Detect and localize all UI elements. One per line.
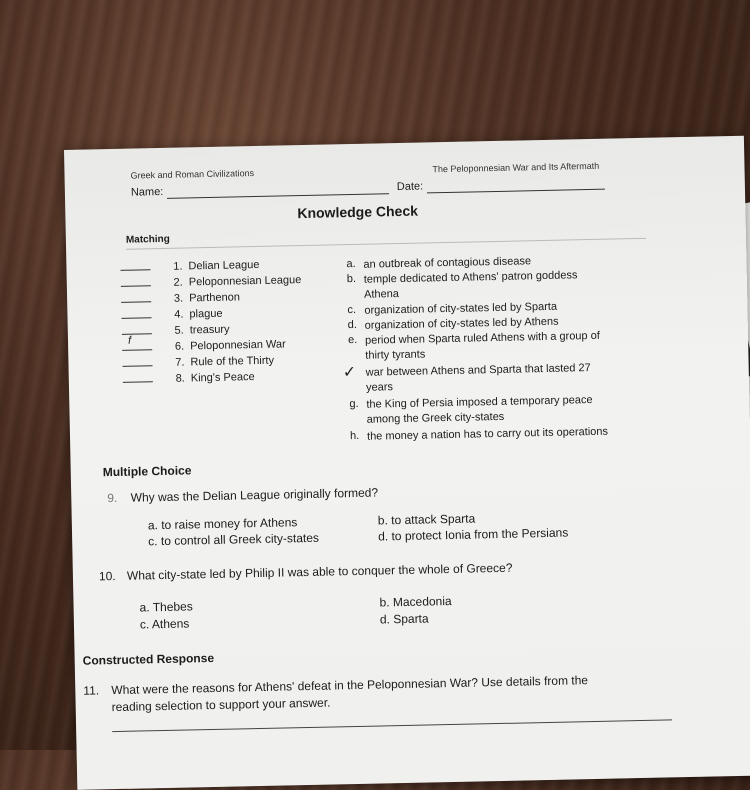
date-label: Date: <box>396 180 424 194</box>
definition-e: e. period when Sparta ruled Athens with a group of thirty tyrants <box>347 329 600 362</box>
answer-blank[interactable] <box>121 276 151 287</box>
matching-term-4: 4. plague <box>121 307 222 322</box>
handwritten-answer: f <box>127 334 132 347</box>
option-9c[interactable]: c. to control all Greek city-states <box>148 530 320 549</box>
definition-f: war between Athens and Sparta that lasted 27 years <box>365 362 591 394</box>
multiple-choice-heading: Multiple Choice <box>102 463 192 480</box>
matching-term-3: 3. Parthenon <box>121 290 240 305</box>
question-text: Why was the Delian League originally formed? <box>130 485 379 505</box>
answer-blank[interactable] <box>122 324 152 335</box>
definition-a: a. an outbreak of contagious disease <box>346 255 532 271</box>
matching-term-1: 1. Delian League <box>120 258 259 274</box>
question-9 <box>107 485 378 505</box>
matching-heading: Matching <box>125 233 170 246</box>
term-text: Parthenon <box>189 291 241 305</box>
definition-h: h. the money a nation has to carry out its operations <box>349 425 609 443</box>
term-text: treasury <box>189 323 230 337</box>
question-number: 10. <box>98 569 116 584</box>
answer-blank[interactable] <box>121 308 151 319</box>
term-text: King's Peace <box>190 371 255 385</box>
course-name: Greek and Roman Civilizations <box>130 168 255 181</box>
option-10b[interactable]: b. Macedonia <box>379 593 452 610</box>
handwritten-check-mark: ✓ <box>342 363 357 382</box>
answer-blank[interactable] <box>121 292 151 303</box>
question-11-number: 11. <box>83 683 100 698</box>
definition-c: c. organization of city-states led by Sparta <box>347 300 558 317</box>
option-10c[interactable]: c. Athens <box>139 616 190 632</box>
matching-term-2: 2. Peloponnesian League <box>121 273 302 290</box>
name-label: Name: <box>130 185 164 199</box>
matching-term-6: f 6. Peloponnesian War <box>122 337 286 353</box>
answer-blank[interactable] <box>122 334 152 351</box>
matching-term-8: 8. King's Peace <box>123 370 255 386</box>
term-text: Peloponnesian War <box>190 338 286 353</box>
option-9a[interactable]: a. to raise money for Athens <box>147 515 298 533</box>
question-11-text-line-2: reading selection to support your answer. <box>111 695 331 715</box>
worksheet <box>64 136 750 790</box>
page-title: Knowledge Check <box>297 202 419 222</box>
response-answer-line[interactable] <box>112 719 672 732</box>
date-field[interactable] <box>427 189 605 194</box>
question-11-text-line-1: What were the reasons for Athens' defeat in the Peloponnesian War? Use details from the <box>111 673 589 698</box>
definition-d: d. organization of city-states led by Athens <box>347 315 559 332</box>
constructed-response-heading: Constructed Response <box>82 650 215 668</box>
question-text: What city-state led by Philip II was able to conquer the whole of Greece? <box>126 560 513 583</box>
matching-divider <box>126 238 646 250</box>
option-10d[interactable]: d. Sparta <box>379 611 429 627</box>
definition-g: g. the King of Persia imposed a temporary peace among the Greek city-states <box>349 393 593 426</box>
answer-blank[interactable] <box>120 260 150 271</box>
term-text: plague <box>189 307 223 321</box>
option-10a[interactable]: a. Thebes <box>139 599 193 615</box>
name-field[interactable] <box>167 193 389 199</box>
term-text: Delian League <box>188 258 260 273</box>
answer-blank[interactable] <box>123 372 153 383</box>
answer-blank[interactable] <box>122 356 152 367</box>
question-number: 9. <box>107 490 118 506</box>
matching-term-5: 5. treasury <box>122 323 230 338</box>
question-10 <box>99 561 513 584</box>
lesson-name: The Peloponnesian War and Its Aftermath <box>432 160 600 175</box>
option-9b[interactable]: b. to attack Sparta <box>377 511 476 528</box>
matching-term-7: 7. Rule of the Thirty <box>122 354 274 370</box>
term-text: Rule of the Thirty <box>190 354 275 369</box>
option-9d[interactable]: d. to protect Ionia from the Persians <box>378 525 569 544</box>
definition-b: b. temple dedicated to Athens' patron goddess Athena <box>346 269 578 301</box>
term-text: Peloponnesian League <box>188 274 302 289</box>
